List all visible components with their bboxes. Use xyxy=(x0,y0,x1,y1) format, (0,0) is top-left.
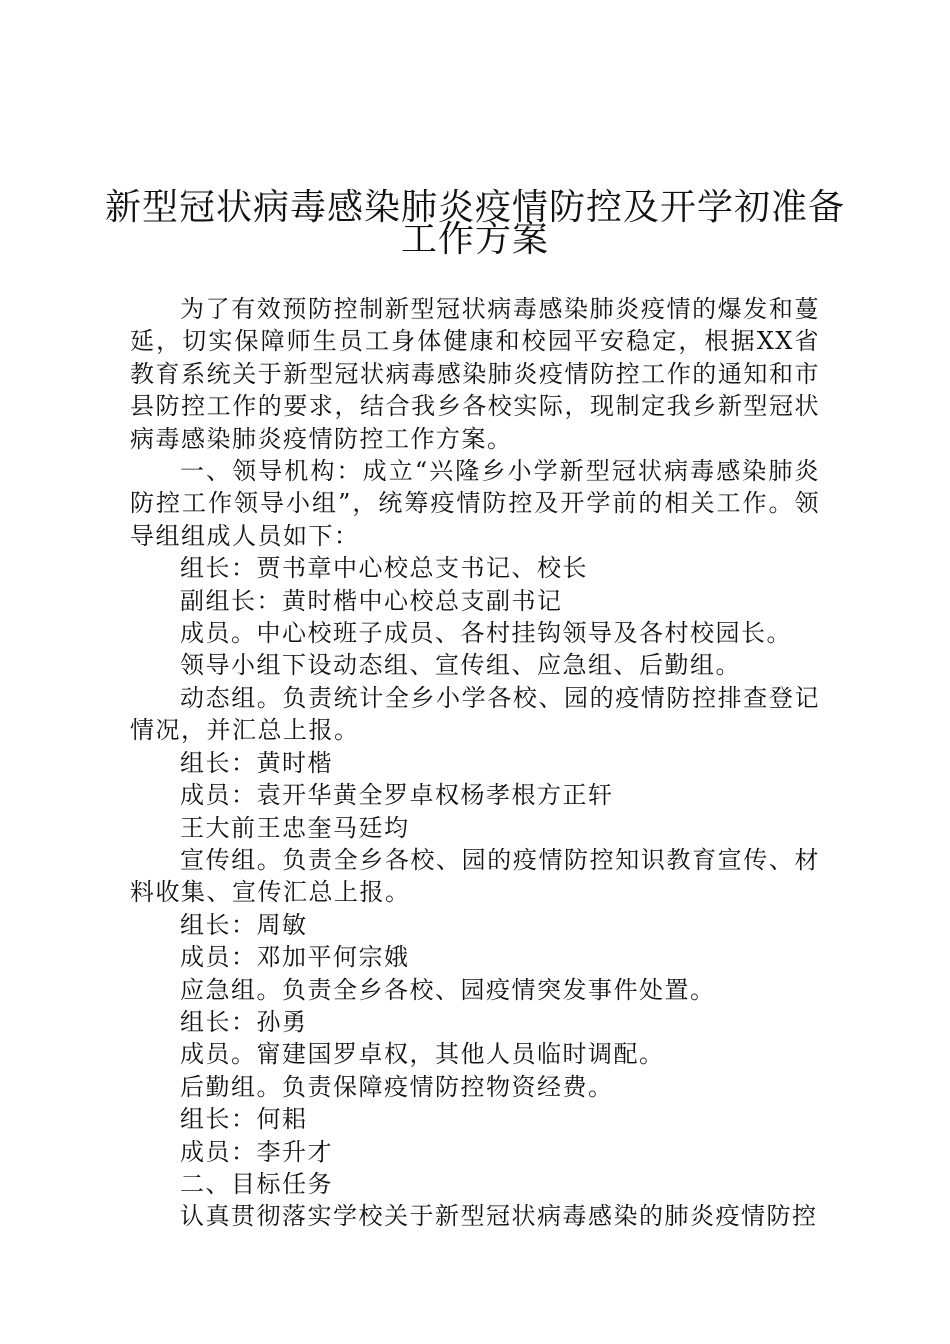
dynamic-group-paragraph: 动态组。负责统计全乡小学各校、园的疫情防控排查登记情况，并汇总上报。 xyxy=(130,683,820,745)
intro-paragraph: 为了有效预防控制新型冠状病毒感染肺炎疫情的爆发和蔓延，切实保障师生员工身体健康和校园平安稳定，根据XX省教育系统关于新型冠状病毒感染肺炎疫情防控工作的通知和市县防控工作的要求，结合我乡各校实际，现制定我乡新型冠状病毒感染肺炎疫情防控工作方案。 xyxy=(130,295,820,453)
leader-line: 组长：贾书章中心校总支书记、校长 xyxy=(180,554,588,583)
section-goals-heading: 二、目标任务 xyxy=(180,1169,333,1198)
emergency-group-members: 成员。甯建国罗卓权，其他人员临时调配。 xyxy=(180,1040,665,1069)
dynamic-group-members-cont: 王大前王忠奎马廷均 xyxy=(180,813,410,842)
emergency-group-leader: 组长：孙勇 xyxy=(180,1007,308,1036)
subgroups-line: 领导小组下设动态组、宣传组、应急组、后勤组。 xyxy=(180,651,741,680)
publicity-group-leader: 组长：周敏 xyxy=(180,910,308,939)
publicity-group-paragraph: 宣传组。负责全乡各校、园的疫情防控知识教育宣传、材料收集、宣传汇总上报。 xyxy=(130,845,820,907)
dynamic-group-leader: 组长：黄时楷 xyxy=(180,748,333,777)
document-title-line-2: 工作方案 xyxy=(400,219,549,260)
members-line: 成员。中心校班子成员、各村挂钩领导及各村校园长。 xyxy=(180,619,792,648)
deputy-leader-line: 副组长：黄时楷中心校总支副书记 xyxy=(180,586,563,615)
logistics-group-members: 成员：李升才 xyxy=(180,1137,333,1166)
publicity-group-members: 成员：邓加平何宗娥 xyxy=(180,943,410,972)
logistics-group-leader: 组长：何耜 xyxy=(180,1105,308,1134)
goals-paragraph: 认真贯彻落实学校关于新型冠状病毒感染的肺炎疫情防控 xyxy=(180,1202,818,1231)
section-leadership-heading: 一、领导机构：成立“兴隆乡小学新型冠状病毒感染肺炎防控工作领导小组”，统筹疫情防控及开学前的相关工作。领导组组成人员如下： xyxy=(130,457,820,550)
dynamic-group-members: 成员：袁开华黄全罗卓权杨孝根方正轩 xyxy=(180,781,614,810)
emergency-group-paragraph: 应急组。负责全乡各校、园疫情突发事件处置。 xyxy=(180,975,716,1004)
document-title-line-1: 新型冠状病毒感染肺炎疫情防控及开学初准备 xyxy=(104,187,845,228)
logistics-group-paragraph: 后勤组。负责保障疫情防控物资经费。 xyxy=(180,1072,614,1101)
document-body xyxy=(130,293,820,1233)
